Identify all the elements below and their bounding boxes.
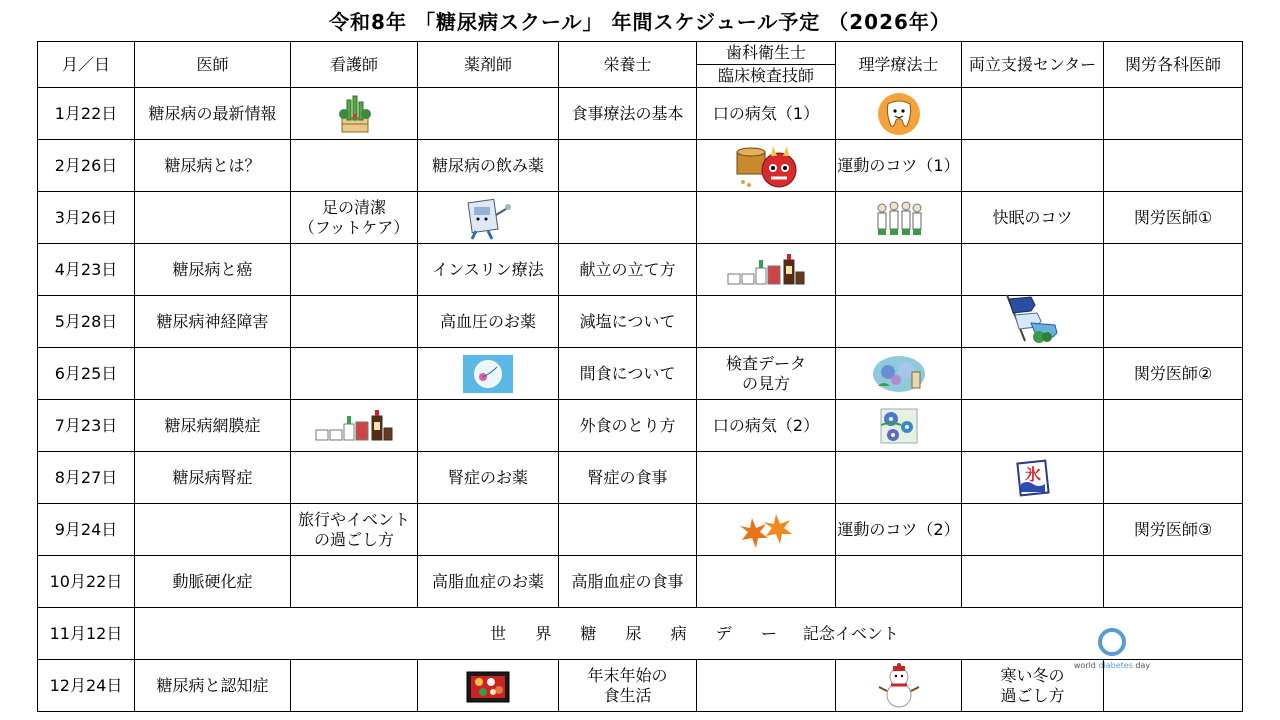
- world-diabetes-day-logo: [1072, 626, 1152, 672]
- dental-cell: 口の病気（2）: [697, 400, 836, 452]
- doctor-cell: 動脈硬化症: [135, 556, 291, 608]
- support-cell: [962, 452, 1104, 504]
- dental-cell: [697, 660, 836, 712]
- nurse-cell: [291, 660, 418, 712]
- table-row: [38, 88, 1243, 140]
- pharmacist-cell: [418, 660, 559, 712]
- date-cell: 6月25日: [38, 348, 135, 400]
- world-diabetes-day-letters: [478, 624, 789, 644]
- support-cell: [962, 504, 1104, 556]
- rosai-cell: [1104, 244, 1243, 296]
- doctor-cell: [135, 504, 291, 556]
- support-cell: [962, 88, 1104, 140]
- header-rosai: 関労各科医師: [1104, 42, 1243, 88]
- banner-char: 病: [670, 623, 687, 643]
- nurse-cell: [291, 296, 418, 348]
- dental-cell: [697, 504, 836, 556]
- date-cell: 8月27日: [38, 452, 135, 504]
- pt-cell: 運動のコツ（2）: [836, 504, 962, 556]
- header-date: 月／日: [38, 42, 135, 88]
- table-row-special: [38, 608, 1243, 660]
- morning-glory-icon: [875, 405, 923, 447]
- medicine-bag-icon: [462, 195, 514, 241]
- rosai-cell: [1104, 556, 1243, 608]
- nurse-cell: [291, 244, 418, 296]
- pharmacist-cell: 腎症のお薬: [418, 452, 559, 504]
- dietitian-cell: 食事療法の基本: [559, 88, 697, 140]
- rosai-cell: [1104, 88, 1243, 140]
- autumn-leaves-icon: [738, 510, 794, 550]
- nurse-cell: 旅行やイベント の過ごし方: [291, 504, 418, 556]
- date-cell: 10月22日: [38, 556, 135, 608]
- osechi-box-icon: [463, 666, 513, 706]
- dietitian-cell: 献立の立て方: [559, 244, 697, 296]
- staff-group-icon: [874, 198, 924, 238]
- nurse-cell: [291, 556, 418, 608]
- dental-cell: [697, 192, 836, 244]
- rosai-cell: [1104, 296, 1243, 348]
- date-cell: 4月23日: [38, 244, 135, 296]
- banner-char: 糖: [580, 623, 597, 643]
- nurse-cell: [291, 88, 418, 140]
- dental-cell: [697, 556, 836, 608]
- doctor-cell: 糖尿病と癌: [135, 244, 291, 296]
- doctor-cell: [135, 192, 291, 244]
- world-diabetes-day-logo-text: world diabetes day: [1073, 660, 1151, 670]
- table-row: [38, 140, 1243, 192]
- rosai-cell: 関労医師①: [1104, 192, 1243, 244]
- support-cell: [962, 556, 1104, 608]
- dietitian-cell: [559, 140, 697, 192]
- dental-cell: [697, 452, 836, 504]
- table-row: [38, 556, 1243, 608]
- dental-cell: [697, 140, 836, 192]
- seasoning-bottles-icon: [726, 250, 806, 290]
- doctor-cell: 糖尿病腎症: [135, 452, 291, 504]
- header-dental-lab: [697, 42, 836, 88]
- rosai-cell: [1104, 400, 1243, 452]
- pt-cell: [836, 400, 962, 452]
- table-row: [38, 400, 1243, 452]
- support-cell: [962, 348, 1104, 400]
- header-nurse: 看護師: [291, 42, 418, 88]
- pharmacist-cell: インスリン療法: [418, 244, 559, 296]
- dietitian-cell: 腎症の食事: [559, 452, 697, 504]
- header-pharmacist: 薬剤師: [418, 42, 559, 88]
- shaved-ice-flag-icon: [1013, 458, 1053, 498]
- pharmacist-cell: 高血圧のお薬: [418, 296, 559, 348]
- banner-char: ー: [760, 623, 777, 643]
- pt-cell: [836, 296, 962, 348]
- pt-cell: [836, 556, 962, 608]
- dietitian-cell: 外食のとり方: [559, 400, 697, 452]
- date-cell: 1月22日: [38, 88, 135, 140]
- dental-cell: [697, 244, 836, 296]
- dental-cell: [697, 296, 836, 348]
- pt-cell: [836, 88, 962, 140]
- support-cell: 寒い冬の 過ごし方: [962, 660, 1104, 712]
- date-cell: 2月26日: [38, 140, 135, 192]
- date-cell: 7月23日: [38, 400, 135, 452]
- table-row: [38, 660, 1243, 712]
- dietitian-cell: 年末年始の 食生活: [559, 660, 697, 712]
- table-row: [38, 348, 1243, 400]
- dental-cell: 口の病気（1）: [697, 88, 836, 140]
- banner-char: 尿: [625, 623, 642, 643]
- dental-cell: 検査データ の見方: [697, 348, 836, 400]
- rosai-cell: 関労医師②: [1104, 348, 1243, 400]
- pharmacist-cell: 糖尿病の飲み薬: [418, 140, 559, 192]
- schedule-table: [37, 41, 1243, 712]
- header-dental-hygienist: 歯科衛生士: [697, 42, 835, 65]
- banner-char: 世: [490, 623, 507, 643]
- event-label: 記念イベント: [802, 623, 899, 643]
- support-cell: 快眠のコツ: [962, 192, 1104, 244]
- rain-drop-icon: [463, 355, 513, 393]
- banner-char: デ: [715, 623, 732, 643]
- pharmacist-cell: [418, 504, 559, 556]
- setsubun-oni-icon: [733, 142, 799, 190]
- rosai-cell: [1104, 452, 1243, 504]
- dietitian-cell: [559, 192, 697, 244]
- dietitian-cell: 減塩について: [559, 296, 697, 348]
- rosai-cell: [1104, 140, 1243, 192]
- table-row: [38, 244, 1243, 296]
- nurse-cell: [291, 452, 418, 504]
- date-cell: 11月12日: [38, 608, 135, 660]
- table-row: [38, 192, 1243, 244]
- dietitian-cell: [559, 504, 697, 556]
- support-cell: [962, 296, 1104, 348]
- nurse-cell: [291, 400, 418, 452]
- date-cell: 3月26日: [38, 192, 135, 244]
- svg-text:氷: 氷: [1024, 464, 1041, 484]
- table-row: [38, 296, 1243, 348]
- nurse-cell: 足の清潔 （フットケア）: [291, 192, 418, 244]
- pharmacist-cell: [418, 348, 559, 400]
- header-dietitian: 栄養士: [559, 42, 697, 88]
- support-cell: [962, 140, 1104, 192]
- dietitian-cell: 高脂血症の食事: [559, 556, 697, 608]
- doctor-cell: 糖尿病とは？: [135, 140, 291, 192]
- header-support: 両立支援センター: [962, 42, 1104, 88]
- dietitian-cell: 間食について: [559, 348, 697, 400]
- doctor-cell: 糖尿病と認知症: [135, 660, 291, 712]
- world-diabetes-day-banner: [135, 623, 1242, 670]
- doctor-cell: 糖尿病の最新情報: [135, 88, 291, 140]
- world-diabetes-day-cell: [135, 608, 1243, 670]
- date-cell: 12月24日: [38, 660, 135, 712]
- pharmacist-cell: [418, 400, 559, 452]
- table-row: [38, 452, 1243, 504]
- pharmacist-cell: 高脂血症のお薬: [418, 556, 559, 608]
- support-cell: [962, 400, 1104, 452]
- pt-cell: [836, 244, 962, 296]
- pt-cell: [836, 348, 962, 400]
- pharmacist-cell: [418, 192, 559, 244]
- pt-cell: [836, 452, 962, 504]
- rosai-cell: 関労医師③: [1104, 504, 1243, 556]
- kadomatsu-icon: [332, 92, 376, 136]
- doctor-cell: 糖尿病網膜症: [135, 400, 291, 452]
- seasoning-bottles-icon: [314, 406, 394, 446]
- doctor-cell: [135, 348, 291, 400]
- header-pt: 理学療法士: [836, 42, 962, 88]
- snowman-icon: [877, 663, 921, 709]
- pt-cell: 運動のコツ（1）: [836, 140, 962, 192]
- hydrangea-icon: [872, 354, 926, 394]
- carp-streamer-icon: [1001, 293, 1065, 343]
- header-row: [38, 42, 1243, 88]
- banner-char: 界: [535, 623, 552, 643]
- page-title: 令和8年 「糖尿病スクール」 年間スケジュール予定 （2026年）: [329, 10, 951, 34]
- header-doctor: 医師: [135, 42, 291, 88]
- header-lab-technician: 臨床検査技師: [717, 66, 814, 85]
- pt-cell: [836, 192, 962, 244]
- support-cell: [962, 244, 1104, 296]
- pt-cell: [836, 660, 962, 712]
- table-row: [38, 504, 1243, 556]
- date-cell: 5月28日: [38, 296, 135, 348]
- nurse-cell: [291, 140, 418, 192]
- date-cell: 9月24日: [38, 504, 135, 556]
- nurse-cell: [291, 348, 418, 400]
- doctor-cell: 糖尿病神経障害: [135, 296, 291, 348]
- pharmacist-cell: [418, 88, 559, 140]
- tooth-icon: [876, 92, 922, 136]
